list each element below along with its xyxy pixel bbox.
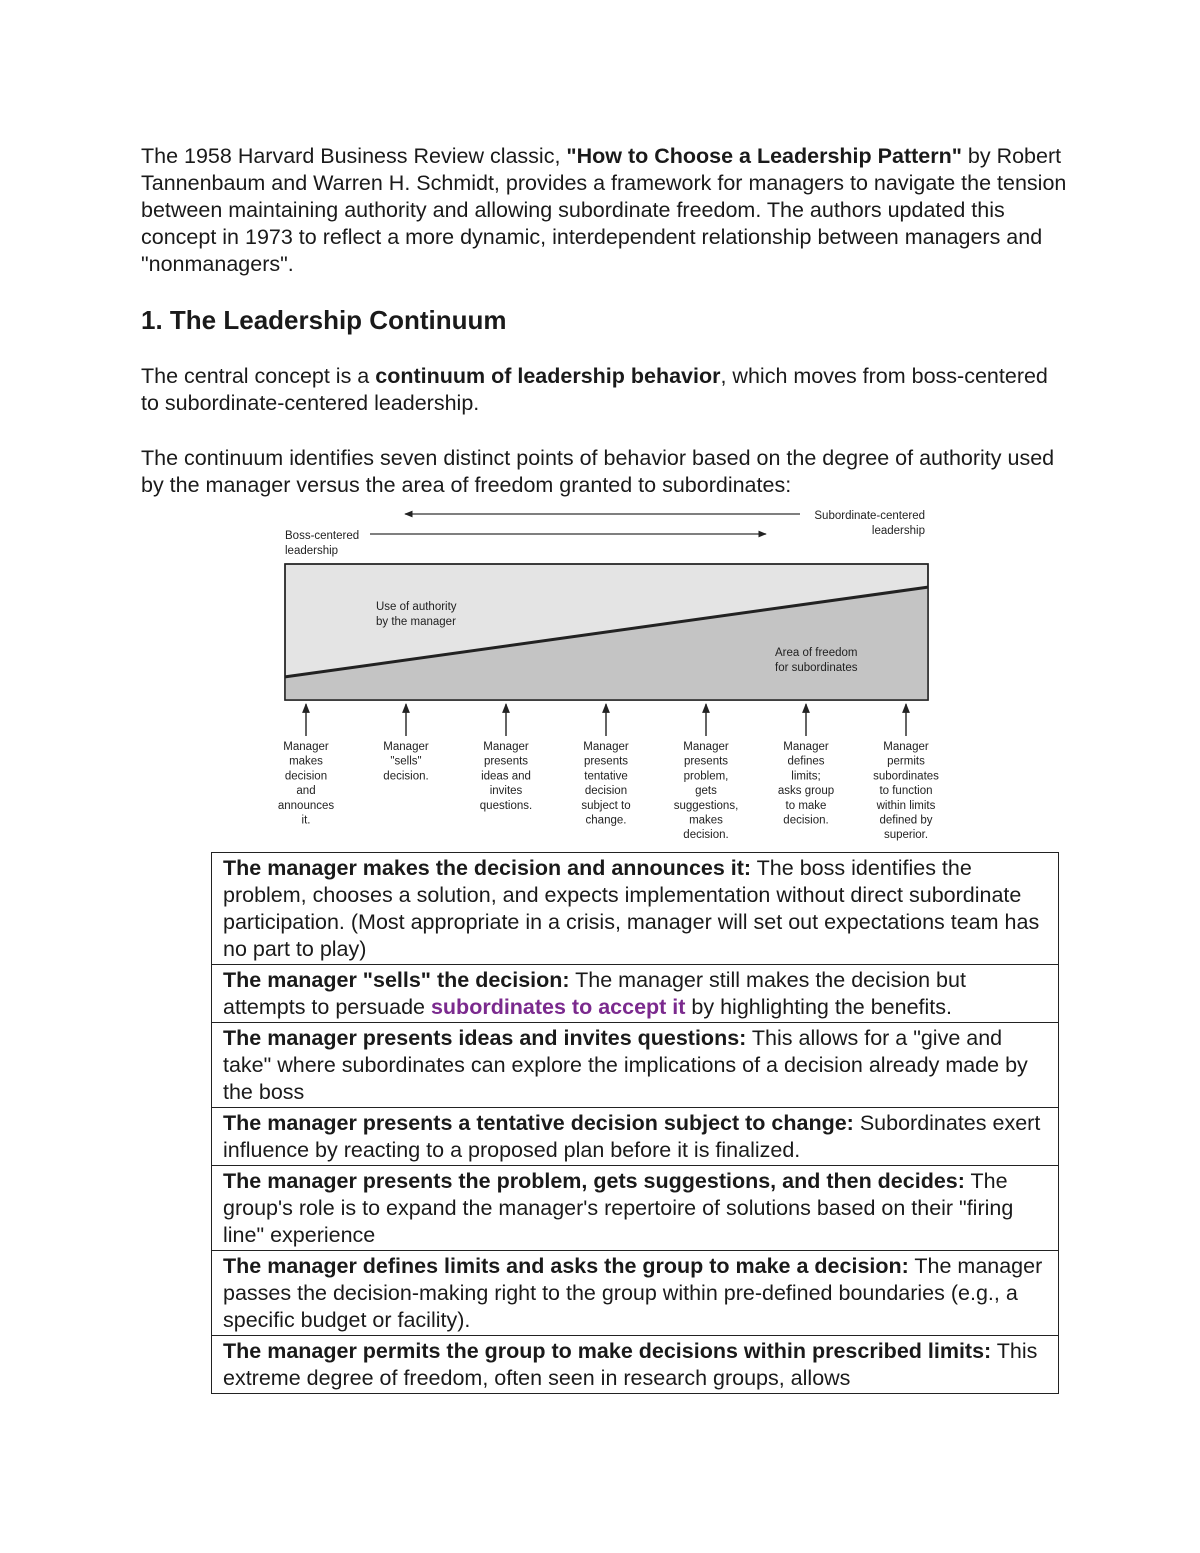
table-row (212, 1251, 1059, 1336)
seven-points-paragraph: The continuum identifies seven distinct points of behavior based on the degree of authority used by the manager versus the area of freedom granted to subordinates: (141, 446, 1055, 497)
table-cell: The manager presents the problem, gets suggestions, and then decides: The group's role is to expand the manager's repertoire of solutions based on their "firing line" experience (212, 1166, 1059, 1251)
behavior-points (278, 704, 939, 841)
table-cell: The manager presents a tentative decision subject to change: Subordinates exert influence by reacting to a proposed plan before it is finalized. (212, 1108, 1059, 1166)
authority-label: Use of authority by the manager (376, 601, 457, 628)
continuum-diagram (270, 504, 950, 844)
subordinate-centered-label: Subordinate-centered leadership (814, 510, 925, 537)
table-cell: The manager presents ideas and invites questions: This allows for a "give and take" where subordinates can explore the implications of a decision already made by the boss (212, 1023, 1059, 1108)
section-heading: 1. The Leadership Continuum (141, 305, 507, 335)
highlighted-text: subordinates to accept it (430, 995, 686, 1019)
behavior-definitions-table (211, 852, 1059, 1394)
table-row (212, 1023, 1059, 1108)
continuum-text-b: , which moves from boss-centered to subordinate-centered leadership. (141, 364, 1048, 415)
continuum-text-a: The central concept is a (141, 364, 376, 388)
table-row (212, 965, 1059, 1023)
table-cell: The manager permits the group to make decisions within prescribed limits: This extreme degree of freedom, often seen in research groups, allows (212, 1336, 1059, 1394)
table-row (212, 1166, 1059, 1251)
table-row (212, 1108, 1059, 1166)
leadership-continuum-figure (270, 504, 950, 844)
behavior-point-label: Manager defines limits; asks group to make decision. (777, 741, 835, 827)
continuum-bold: continuum of leadership behavior (375, 364, 721, 388)
continuum-paragraph (141, 363, 1071, 417)
intro-text-2: by Robert Tannenbaum and Warren H. Schmidt, provides a framework for managers to navigate the tension between maintaining authority and allowing subordinate freedom. The authors updated this concept in 1973 to reflect a more dynamic, interdependent relationship between managers and "nonmanagers". (141, 144, 1067, 276)
article-title: "How to Choose a Leadership Pattern" (566, 144, 962, 168)
behavior-point-label: Manager presents tentative decision subject to change. (581, 741, 631, 827)
intro-text-1: The 1958 Harvard Business Review classic, (141, 144, 567, 168)
freedom-label: Area of freedom for subordinates (775, 647, 858, 674)
behavior-point-label: Manager permits subordinates to function within limits defined by superior. (873, 741, 939, 842)
behavior-point-label: Manager makes decision and announces it. (277, 741, 335, 827)
intro-paragraph (141, 143, 1071, 278)
behavior-point-label: Manager presents problem, gets suggestions, makes decision. (673, 741, 739, 842)
behavior-point-label: Manager presents ideas and invites questions. (479, 741, 533, 812)
table-row (212, 853, 1059, 965)
boss-centered-label: Boss-centered leadership (285, 530, 360, 557)
table-cell: The manager "sells" the decision: The manager still makes the decision but attempts to persuade subordinates to accept it by highlighting the benefits. (212, 965, 1059, 1023)
table-cell: The manager defines limits and asks the group to make a decision: The manager passes the decision-making right to the group within pre-defined boundaries (e.g., a specific budget or facility). (212, 1251, 1059, 1336)
behavior-point-label: Manager "sells" decision. (383, 741, 429, 783)
table-cell: The manager makes the decision and announces it: The boss identifies the problem, chooses a solution, and expects implementation without direct subordinate participation. (Most appropriate in a crisis, manager will set out expectations team has no part to play) (212, 853, 1059, 965)
table-row (212, 1336, 1059, 1394)
